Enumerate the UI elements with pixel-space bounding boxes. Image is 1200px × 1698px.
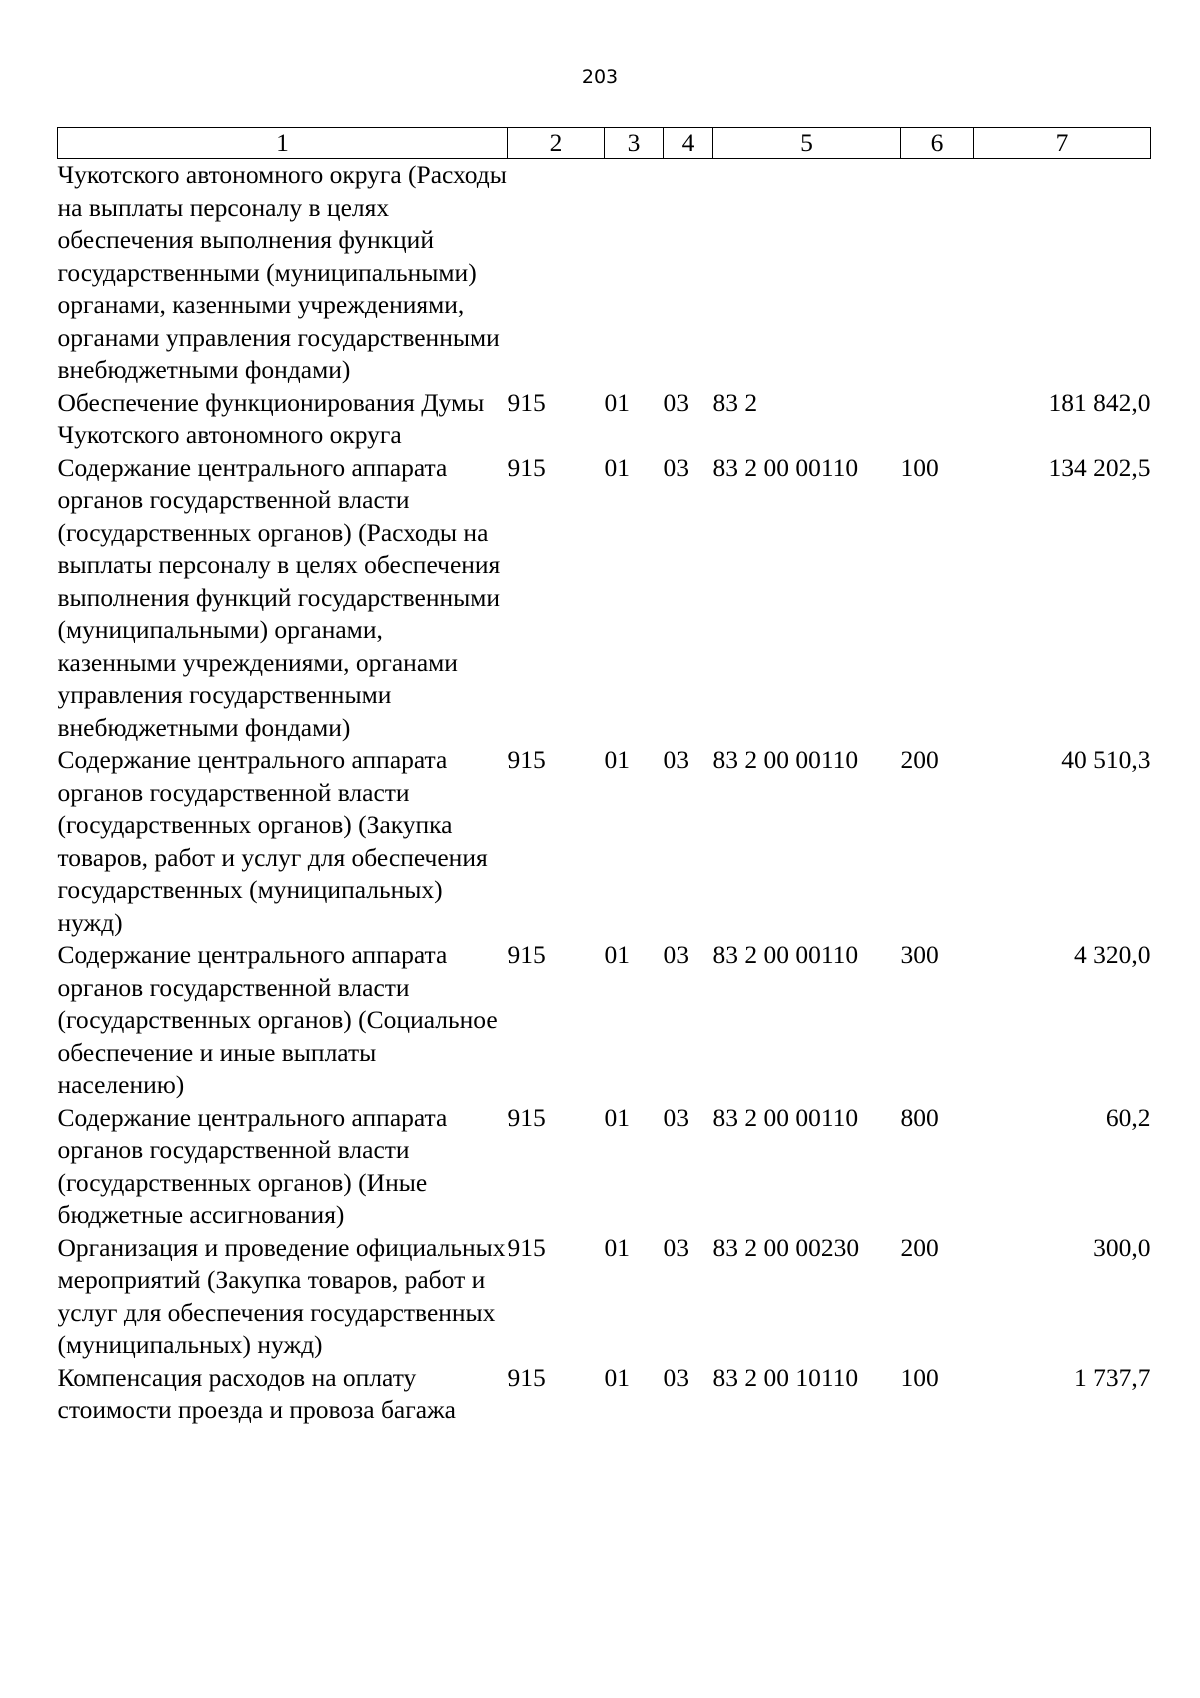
target-article-cell: 83 2 <box>712 387 758 417</box>
subsection-code-cell: 03 <box>663 940 689 969</box>
amount-cell: 4 320,0 <box>1074 940 1151 969</box>
subsection-code-cell: 03 <box>663 745 689 774</box>
subsection-code-cell: 03 <box>663 1232 689 1262</box>
row-name-cell: Организация и проведение официальных мероприятий (Закупка товаров, работ и услуг для обеспечения государственных (муниципальных) нужд) <box>57 1232 506 1359</box>
row-name-cell: Содержание центрального аппарата органов государственной власти (государственных органов) (Расходы на выплаты персоналу в целях обеспечения выполнения функций государственными (муниципальными) органами, казенными учреждениями, органами управления государственными внебюджетными фондами) <box>57 452 501 742</box>
expense-type-cell <box>901 159 974 387</box>
row-name-cell: Чукотского автономного округа (Расходы на выплаты персоналу в целях обеспечения выполнения функций государственными (муниципальными) органами, казенными учреждениями, органами управления государственными внебюджетными фондами) <box>57 160 507 384</box>
section-code-cell: 01 <box>604 452 630 482</box>
table-header-row <box>58 128 1151 159</box>
row-name-cell: Содержание центрального аппарата органов государственной власти (государственных органов) (Иные бюджетные ассигнования) <box>57 1102 448 1229</box>
target-article-cell: 83 2 00 00110 <box>712 1102 859 1132</box>
subsection-code-cell: 03 <box>663 1362 689 1392</box>
budget-table <box>57 127 1151 1427</box>
section-code-cell: 01 <box>604 1102 630 1132</box>
grbs-code-cell: 915 <box>507 745 546 774</box>
grbs-code-cell: 915 <box>507 1232 546 1262</box>
table-row <box>58 939 1151 1102</box>
table-row <box>58 1362 1151 1427</box>
row-name-cell: Содержание центрального аппарата органов государственной власти (государственных органов) (Закупка товаров, работ и услуг для обеспечения государственных (муниципальных) нужд) <box>57 745 488 937</box>
expense-type-cell: 200 <box>900 1232 939 1262</box>
table-body <box>58 159 1151 1427</box>
target-article-cell: 83 2 00 00230 <box>712 1232 860 1262</box>
section-code-cell: 01 <box>604 940 630 969</box>
grbs-code-cell: 915 <box>507 940 546 969</box>
amount-cell: 60,2 <box>1105 1102 1151 1132</box>
amount-cell: 300,0 <box>1093 1232 1151 1262</box>
column-header: 4 <box>664 128 713 159</box>
table-row <box>58 1232 1151 1362</box>
section-code-cell: 01 <box>604 745 630 774</box>
target-article-cell: 83 2 00 10110 <box>712 1362 859 1392</box>
column-header: 5 <box>713 128 901 159</box>
row-name-cell: Содержание центрального аппарата органов государственной власти (государственных органов) (Социальное обеспечение и иные выплаты населению) <box>57 940 498 1099</box>
expense-type-cell: 300 <box>900 940 939 969</box>
section-code-cell: 01 <box>604 387 630 417</box>
column-header: 1 <box>58 128 508 159</box>
expense-type-cell: 200 <box>900 745 939 774</box>
expense-type-cell: 100 <box>900 1362 939 1392</box>
section-code-cell <box>605 159 664 387</box>
grbs-code-cell: 915 <box>507 1362 546 1392</box>
section-code-cell: 01 <box>604 1362 630 1392</box>
table-row <box>58 387 1151 452</box>
grbs-code-cell <box>508 159 605 387</box>
expense-type-cell: 800 <box>900 1102 939 1132</box>
table-row <box>58 159 1151 387</box>
row-name-cell: Компенсация расходов на оплату стоимости проезда и провоза багажа <box>57 1362 456 1424</box>
subsection-code-cell: 03 <box>663 387 689 417</box>
amount-cell <box>974 159 1151 387</box>
grbs-code-cell: 915 <box>507 387 546 417</box>
amount-cell: 40 510,3 <box>1061 745 1151 774</box>
table-row <box>58 452 1151 745</box>
expense-type-cell <box>901 387 974 452</box>
grbs-code-cell: 915 <box>507 1102 546 1132</box>
page-number: 203 <box>581 66 619 88</box>
subsection-code-cell <box>664 159 713 387</box>
column-header: 6 <box>901 128 974 159</box>
expense-type-cell: 100 <box>900 452 939 482</box>
amount-cell: 134 202,5 <box>1048 452 1151 482</box>
amount-cell: 1 737,7 <box>1074 1362 1151 1392</box>
grbs-code-cell: 915 <box>507 452 546 482</box>
subsection-code-cell: 03 <box>663 452 689 482</box>
subsection-code-cell: 03 <box>663 1102 689 1132</box>
target-article-cell: 83 2 00 00110 <box>712 452 859 482</box>
target-article-cell <box>713 159 901 387</box>
table-row <box>58 744 1151 939</box>
section-code-cell: 01 <box>604 1232 630 1262</box>
column-header: 7 <box>974 128 1151 159</box>
amount-cell: 181 842,0 <box>1048 387 1151 417</box>
column-header: 2 <box>508 128 605 159</box>
target-article-cell: 83 2 00 00110 <box>712 940 859 969</box>
target-article-cell: 83 2 00 00110 <box>712 745 859 774</box>
column-header: 3 <box>605 128 664 159</box>
row-name-cell: Обеспечение функционирования Думы Чукотского автономного округа <box>57 387 485 449</box>
table-row <box>58 1102 1151 1232</box>
